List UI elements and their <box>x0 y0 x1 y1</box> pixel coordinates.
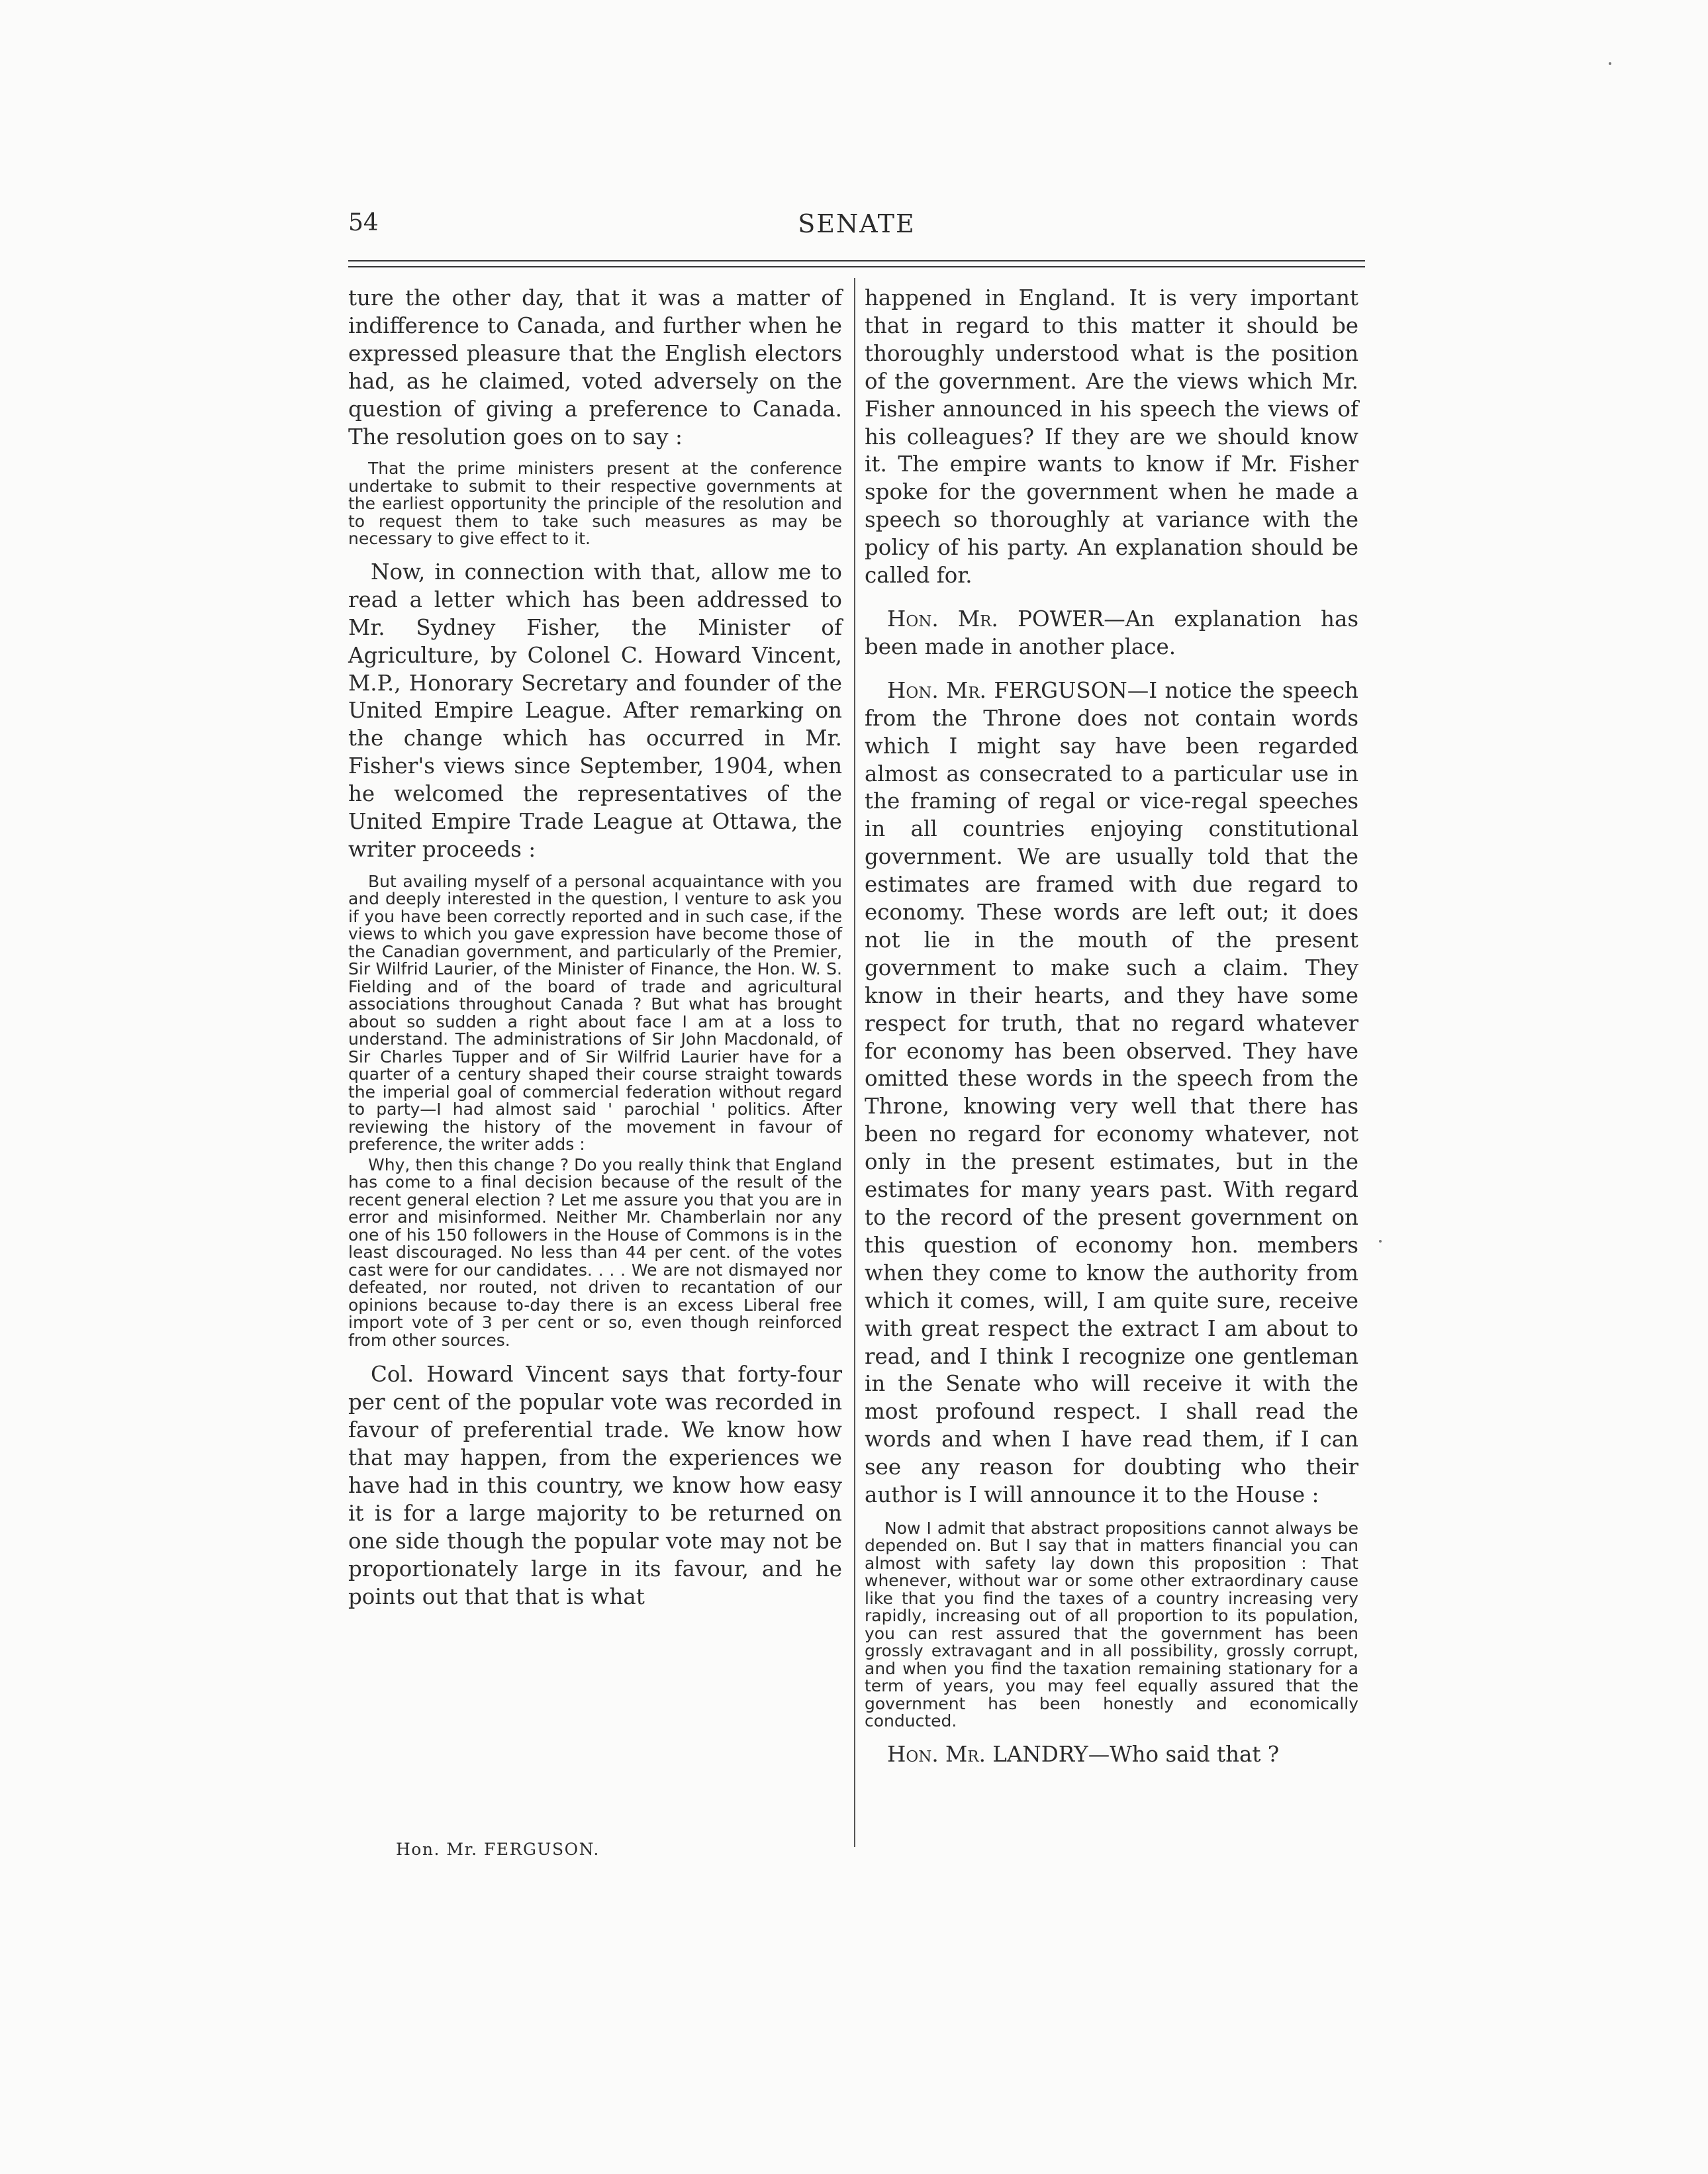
header-rule-top <box>348 260 1365 261</box>
left-paragraph-1: ture the other day, that it was a matter of indifference to Canada, and further when he expressed pleasure that the English electors had, as he claimed, voted adversely on the question of giving a preference to Canada. The resolution goes on to say : <box>348 285 842 449</box>
right-paragraph-1: happened in England. It is very important that in regard to this matter it should be thoroughly understood what is the position of the government. Are the views which Mr. Fisher announced in his speech the views of his colleagues? If they are we should know it. The empire wants to know if Mr. Fisher spoke for the government when he made a speech so thoroughly at variance with the policy of his party. An explanation should be called for. <box>865 285 1358 589</box>
page-header <box>348 199 1365 245</box>
speaker-ferguson: Hon. Mr. FERGUSON <box>887 677 1127 703</box>
landry-speech <box>865 1741 1358 1769</box>
page-number: 54 <box>348 209 379 236</box>
power-speech <box>865 606 1358 661</box>
landry-speech-text: —Who said that ? <box>1088 1741 1280 1767</box>
footer-speaker-name: Hon. Mr. FERGUSON. <box>396 1840 600 1859</box>
paper-speck <box>1609 62 1611 65</box>
ferguson-speech-text: —I notice the speech from the Throne does not contain words which I might say have been regarded almost as consecrated to a particular use in the framing of regal or vice-regal speeches in all countries enjoying constitutional government. We are usually told that the estimates are framed with due regard to economy. These words are left out; it does not lie in the mouth of the present government to make such a claim. They know in their hearts, and they have some respect for truth, that no regard whatever for economy has been observed. They have omitted these words in the speech from the Throne, knowing very well that there has been no regard for economy whatever, not only in the present estimates, but in the estimates for many years past. With regard to the record of the present government on this question of economy hon. members when they come to know the authority from which it comes, will, I am quite sure, receive with great respect the extract I am about to read, and I think I recognize one gentleman in the Senate who will receive it with the most profound respect. I shall read the words and when I have read them, if I can see any reason for doubting who their author is I will announce it to the House : <box>865 677 1358 1508</box>
speaker-power: Hon. Mr. POWER <box>887 606 1104 632</box>
quoted-letter-1: But availing myself of a personal acquaintance with you and deeply interested in the question, I venture to ask you if you have been correctly reported and in such case, if the views to which you gave expression have become those of the Canadian government, and particularly of the Premier, Sir Wilfrid Laurier, of the Minister of Finance, the Hon. W. S. Fielding and of the board of trade and agricultural associations throughout Canada ? But what has brought about so sudden a right about face I am at a loss to understand. The administrations of Sir John Macdonald, of Sir Charles Tupper and of Sir Wilfrid Laurier have for a quarter of a century shaped their course straight towards the imperial goal of commercial federation without regard to party—I had almost said ' parochial ' politics. After reviewing the history of the movement in favour of preference, the writer adds : <box>348 871 842 1155</box>
running-head: SENATE <box>798 209 916 238</box>
speaker-landry: Hon. Mr. LANDRY <box>887 1741 1088 1767</box>
right-column <box>865 285 1358 1769</box>
header-rule-bottom <box>348 266 1365 267</box>
paper-speck <box>1379 1240 1382 1243</box>
column-divider <box>854 278 855 1847</box>
quoted-letter-2: Why, then this change ? Do you really think that England has come to a final decision because of the result of the recent general election ? Let me assure you that you are in error and misinformed. Neither Mr. Chamberlain nor any one of his 150 followers in the House of Commons is in the least discouraged. No less than 44 per cent. of the votes cast were for our candidates. . . . We are not dismayed nor defeated, nor routed, not driven to recantation of our opinions because to-day there is an excess Liberal free import vote of 3 per cent or so, even though reinforced from other sources. <box>348 1155 842 1350</box>
left-paragraph-2: Now, in connection with that, allow me to read a letter which has been addressed to Mr. Sydney Fisher, the Minister of Agriculture, by Colonel C. Howard Vincent, M.P., Honorary Secretary and founder of the United Empire League. After remarking on the change which has occurred in Mr. Fisher's views since September, 1904, when he welcomed the representatives of the United Empire Trade League at Ottawa, the writer proceeds : <box>348 559 842 862</box>
left-column <box>348 285 842 1611</box>
quoted-proposition: Now I admit that abstract propositions cannot always be depended on. But I say that in matters financial you can almost with safety lay down this proposition : That whenever, without war or some other extraordinary cause like that you find the taxes of a country increasing very rapidly, increasing out of all proportion to its population, you can rest assured that the government has been grossly extravagant and in all possibility, grossly corrupt, and when you find the taxation remaining stationary for a term of years, you may feel equally assured that the government has been honestly and economically conducted. <box>865 1518 1358 1731</box>
left-paragraph-3: Col. Howard Vincent says that forty-four per cent of the popular vote was recorded in favour of preferential trade. We know how that may happen, from the experiences we have had in this country, we know how easy it is for a large majority to be returned on one side though the popular vote may not be proportionately large in its favour, and he points out that that is what <box>348 1362 842 1609</box>
ferguson-speech <box>865 677 1358 1509</box>
quoted-resolution: That the prime ministers present at the conference undertake to submit to their respective governments at the earliest opportunity the principle of the resolution and to request them to take such measures as may be necessary to give effect to it. <box>348 459 842 549</box>
power-speech-text: —An explanation has been made in another place. <box>865 606 1358 659</box>
